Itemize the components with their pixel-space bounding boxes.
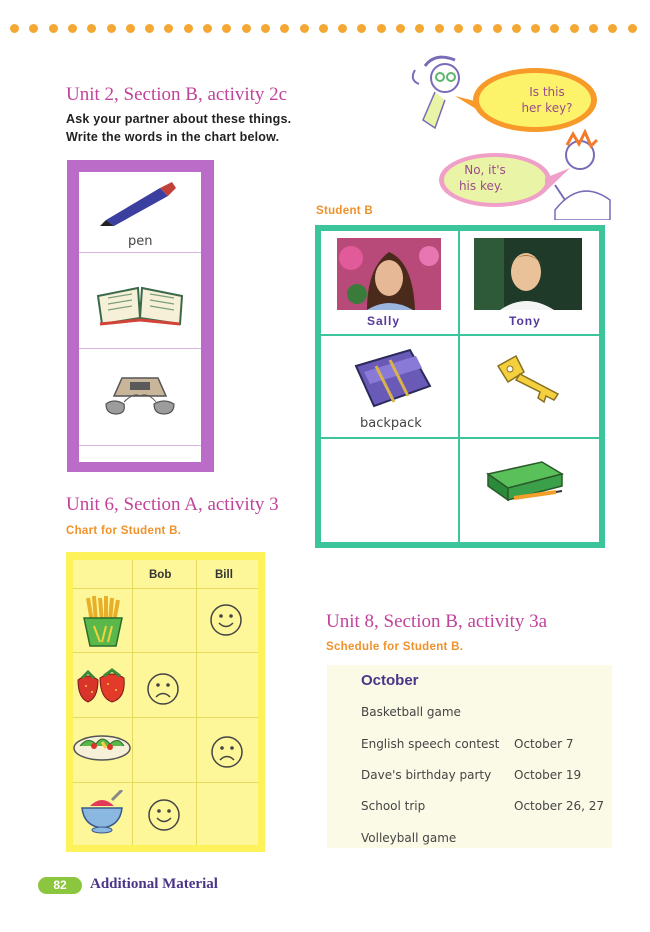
border-dot xyxy=(377,24,386,33)
girl-figure xyxy=(413,57,459,128)
border-dot xyxy=(10,24,19,33)
event-date: October 7 xyxy=(514,737,574,751)
row-divider xyxy=(321,334,599,336)
key-icon xyxy=(494,352,564,404)
event-date: October 19 xyxy=(514,768,582,782)
unit2-instruction-2: Write the words in the chart below. xyxy=(66,130,280,144)
column-divider xyxy=(132,560,133,845)
ice-cream-icon xyxy=(78,790,128,834)
boy-figure xyxy=(555,132,610,220)
footer-section-title: Additional Material xyxy=(90,876,218,892)
border-dot xyxy=(415,24,424,33)
question-text-1: Is this xyxy=(529,85,565,99)
column-header-bill: Bill xyxy=(215,569,233,581)
row-divider xyxy=(73,588,258,589)
border-dot xyxy=(300,24,309,33)
french-fries-icon xyxy=(80,596,126,648)
border-dot xyxy=(49,24,58,33)
border-dot xyxy=(242,24,251,33)
backpack-label: backpack xyxy=(360,416,422,431)
event-name: Basketball game xyxy=(361,705,461,719)
book-icon xyxy=(94,280,186,326)
border-dot xyxy=(550,24,559,33)
row-divider xyxy=(79,252,201,253)
border-dot xyxy=(493,24,502,33)
smiley-face-icon xyxy=(147,798,181,832)
border-dot xyxy=(338,24,347,33)
border-dot xyxy=(473,24,482,33)
student-b-label: Student B xyxy=(316,205,373,217)
border-dot xyxy=(608,24,617,33)
unit6-title: Unit 6, Section A, activity 3 xyxy=(66,494,279,515)
smiley-face-icon xyxy=(209,603,243,637)
schedule-month: October xyxy=(361,672,419,689)
row-divider xyxy=(79,445,201,446)
backpack-icon xyxy=(346,346,434,408)
border-dot xyxy=(319,24,328,33)
row-divider xyxy=(73,782,258,783)
border-dot xyxy=(87,24,96,33)
pen-label: pen xyxy=(128,234,153,249)
sally-name: Sally xyxy=(367,314,401,328)
row-divider xyxy=(73,717,258,718)
border-dot xyxy=(222,24,231,33)
sad-face-icon xyxy=(210,735,244,769)
answer-text-1: No, it's xyxy=(464,163,506,177)
border-dot xyxy=(280,24,289,33)
column-divider xyxy=(196,560,197,845)
unit2-instruction-1: Ask your partner about these things. xyxy=(66,112,292,126)
border-dot xyxy=(589,24,598,33)
tony-name: Tony xyxy=(509,314,541,328)
border-dot xyxy=(107,24,116,33)
unit2-title: Unit 2, Section B, activity 2c xyxy=(66,84,288,105)
game-console-icon xyxy=(104,372,176,422)
pencil-case-icon xyxy=(486,460,566,504)
sad-face-icon xyxy=(146,672,180,706)
pen-icon xyxy=(100,180,180,226)
column-header-bob: Bob xyxy=(149,569,172,581)
border-dot xyxy=(164,24,173,33)
strawberries-icon xyxy=(74,668,130,704)
event-name: School trip xyxy=(361,799,426,813)
dotted-border xyxy=(10,24,640,36)
border-dot xyxy=(126,24,135,33)
row-divider xyxy=(73,652,258,653)
tony-photo xyxy=(474,238,582,310)
page-number: 82 xyxy=(38,877,82,894)
event-name: English speech contest xyxy=(361,737,500,751)
border-dot xyxy=(184,24,193,33)
border-dot xyxy=(203,24,212,33)
row-divider xyxy=(321,437,599,439)
border-dot xyxy=(570,24,579,33)
border-dot xyxy=(454,24,463,33)
border-dot xyxy=(435,24,444,33)
border-dot xyxy=(261,24,270,33)
answer-text-2: his key. xyxy=(458,179,504,193)
border-dot xyxy=(357,24,366,33)
border-dot xyxy=(29,24,38,33)
border-dot xyxy=(396,24,405,33)
border-dot xyxy=(531,24,540,33)
event-name: Dave's birthday party xyxy=(361,768,492,782)
unit8-subtitle: Schedule for Student B. xyxy=(326,641,464,653)
question-text-2: her key? xyxy=(521,101,573,115)
event-date: October 26, 27 xyxy=(514,799,605,813)
question-bubble xyxy=(479,73,591,127)
unit6-subtitle: Chart for Student B. xyxy=(66,525,182,537)
column-divider xyxy=(458,231,460,542)
schedule-panel xyxy=(327,665,612,848)
salad-icon xyxy=(72,730,132,766)
sally-photo xyxy=(337,238,441,310)
border-dot xyxy=(628,24,637,33)
event-name: Volleyball game xyxy=(361,831,457,845)
dialogue-illustration xyxy=(405,50,615,220)
border-dot xyxy=(68,24,77,33)
row-divider xyxy=(79,348,201,349)
border-dot xyxy=(512,24,521,33)
border-dot xyxy=(145,24,154,33)
unit8-title: Unit 8, Section B, activity 3a xyxy=(326,611,548,632)
